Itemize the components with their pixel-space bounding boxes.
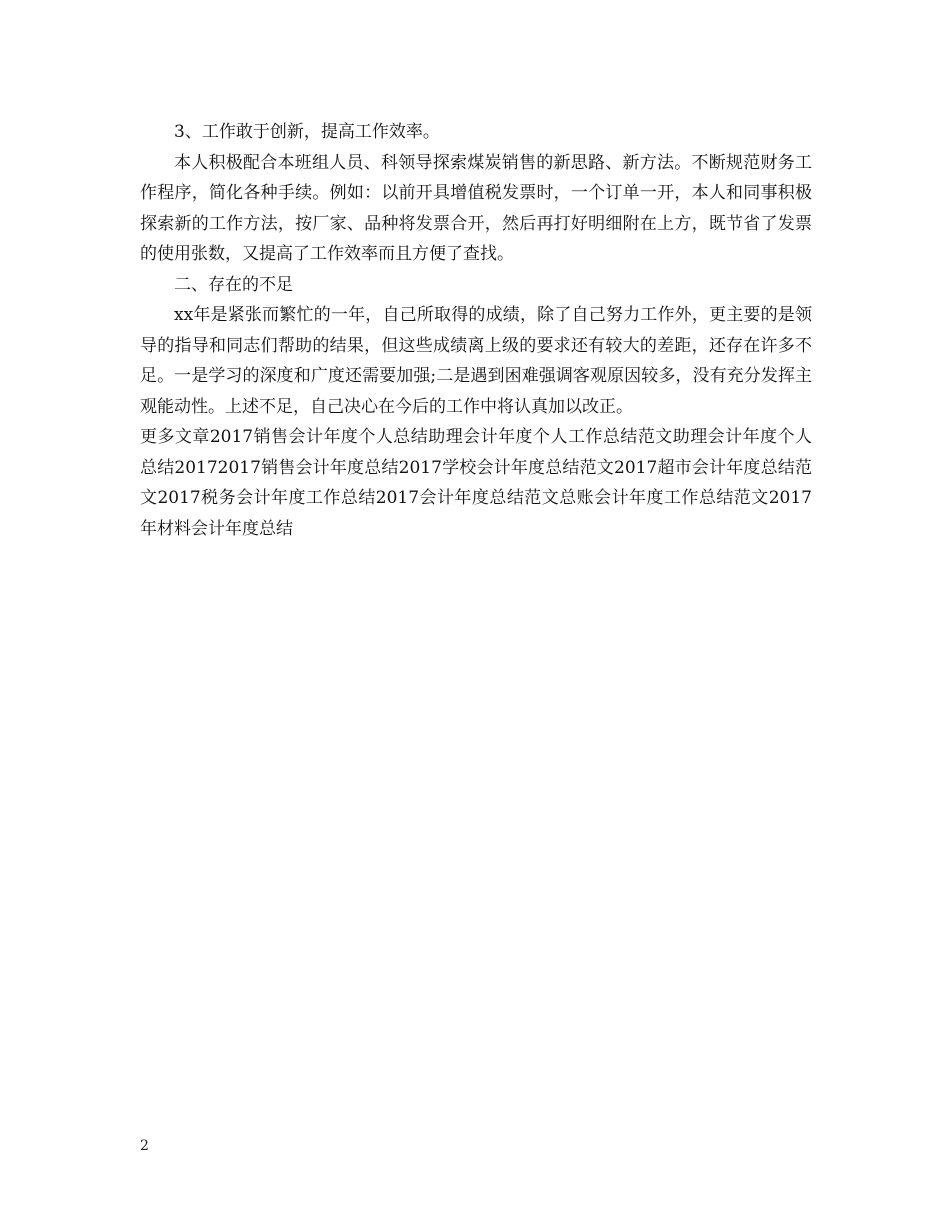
page-number: 2 [140, 1138, 149, 1154]
section-heading-innovation: 3、工作敢于创新，提高工作效率。 [174, 122, 440, 142]
more-articles-text: 更多文章2017销售会计年度个人总结助理会计年度个人工作总结范文助理会计年度个人总结20172017销售会计年度总结2017学校会计年度总结范文2017超市会计年度总结范文2017税务会计年度工作总结2017会计年度总结范文总账会计年度工作总结范文2017年材料会计年度总结 [140, 427, 812, 539]
body-paragraph-shortcomings: xx年是紧张而繁忙的一年，自己所取得的成绩，除了自己努力工作外，更主要的是领导的指导和同志们帮助的结果，但这些成绩离上级的要求还有较大的差距，还存在许多不足。一是学习的深度和广度还需要加强;二是遇到困难强调客观原因较多，没有充分发挥主观能动性。上述不足，自己决心在今后的工作中将认真加以改正。 [140, 305, 812, 417]
section-heading-shortcomings: 二、存在的不足 [174, 274, 293, 295]
body-paragraph-innovation: 本人积极配合本班组人员、科领导探索煤炭销售的新思路、新方法。不断规范财务工作程序，简化各种手续。例如：以前开具增值税发票时，一个订单一开，本人和同事积极探索新的工作方法，按厂家、品种将发票合开，然后再打好明细附在上方，既节省了发票的使用张数，又提高了工作效率而且方便了查找。 [140, 152, 812, 264]
document-body [140, 117, 812, 544]
